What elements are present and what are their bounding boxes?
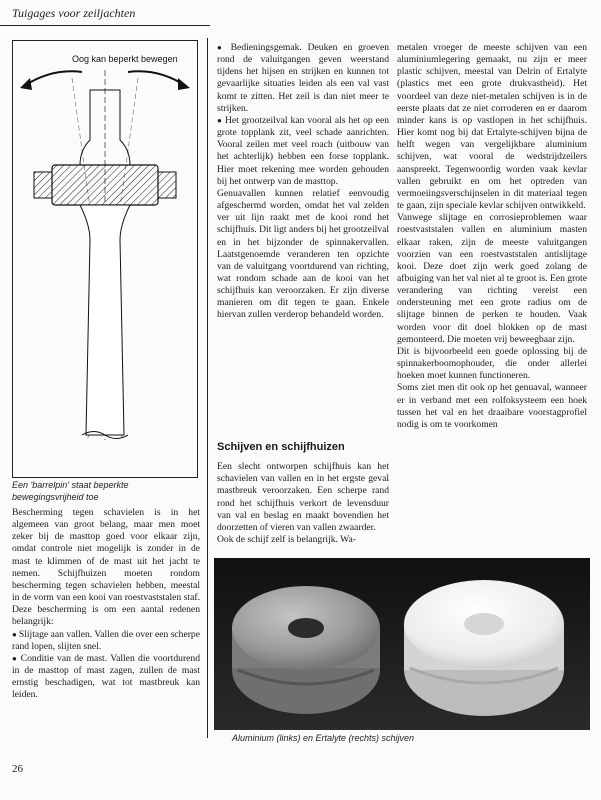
swing-arrow-right xyxy=(128,71,186,86)
arrow-head-right xyxy=(178,78,190,90)
col3-paragraph-2: Vanwege slijtage en corrosieproblemen waar roestvaststalen vallen en aluminium masten elkaar raken, zijn de meeste valuitgangen voorzien van een roestvaststalen antislijtage kooi. Deze doet zijn werk goed zolang de afbuiging van het val niet al te groot is. Een grote verandering van richting vereist een ondersteuning met een grote radius om de slijtage binnen de perken te houden. Vaak worden voor dit doel blokken op de mast gemonteerd. Die moeten vrij beweegbaar zijn. xyxy=(397,212,587,345)
col2-paragraph-1: Genuavallen kunnen relatief eenvoudig afgeschermd worden, omdat het val zelden ver uit lijn raakt met de kooi rond het schijfhuis. Dit ligt anders bij het grootzeilval en in het bijzonder de spinnakervallen. Laatstgenoemde veranderen ten opzichte van de valuitgang voortdurend van richting, wat rondom schade aan de kooi van het schijfhuis kan veroorzaken. Er zijn diverse manieren om dit tegen te gaan. Enkele hiervan zullen verderop behandeld worden. xyxy=(217,187,389,321)
header-rule xyxy=(0,25,210,26)
column-3 xyxy=(397,42,587,431)
column-rule-left xyxy=(207,38,208,738)
col1-bullet-1: ● Slijtage aan vallen. Vallen die over een scherpe rand lopen, slijten snel. xyxy=(12,629,200,653)
column-2 xyxy=(217,42,389,322)
aluminium-sheave xyxy=(232,586,380,714)
swing-arrow-left xyxy=(24,71,82,86)
diagram-label: Oog kan beperkt bewegen xyxy=(72,54,178,64)
figure-caption: Een 'barrelpin' staat beperkte bewegingsvrijheid toe xyxy=(12,480,129,502)
sheaves-photo xyxy=(214,558,590,730)
tapered-body xyxy=(80,205,130,435)
col1-bullet-2: ● Conditie van de mast. Vallen die voortdurend in de masttop of mast zagen, zullen de mast ernstig beschadigen, wat tot mastbreuk kan leiden. xyxy=(12,653,200,702)
col2-bullet-1: ● Bedieningsgemak. Deuken en groeven rond de valuitgangen geven weerstand tijdens het hijsen en strijken en kunnen tot gevaarlijke situaties leiden als een val vast komt te zitten. Het zeil is dan niet meer te strijken. xyxy=(217,42,389,115)
page-number: 26 xyxy=(12,763,23,775)
arrow-head-left xyxy=(20,78,32,90)
ertalyte-sheave xyxy=(404,580,564,716)
col3-paragraph-4: Soms ziet men dit ook op het genuaval, wanneer er in verband met een rolfoksysteem een hoek tussen het val en het draaibare voorstagprofiel nodig is om te voorkomen xyxy=(397,382,587,430)
barrel-pin xyxy=(52,165,158,205)
photo-caption: Aluminium (links) en Ertalyte (rechts) schijven xyxy=(232,733,415,743)
running-header: Tuigages voor zeiljachten xyxy=(12,6,136,20)
section-heading: Schijven en schijfhuizen xyxy=(217,441,345,453)
barrelpin-diagram xyxy=(12,40,198,478)
col3-paragraph-3: Dit is bijvoorbeeld een goede oplossing bij de spinnakerboomophouder, die onder allerlei hoeken moet kunnen functioneren. xyxy=(397,345,587,382)
col2-bullet-2: ● Het grootzeilval kan vooral als het op een grote topplank zit, veel schade aanrichten. Vooral zeilen met veel roach (uitbouw van het achterlijk) hebben een forse topplank. Hier moet rekening mee worden gehouden bij het ontwerp van de masttop. xyxy=(217,115,389,188)
column-1 xyxy=(12,507,200,702)
col3-paragraph-1: metalen vroeger de meeste schijven van een aluminiumlegering gemaakt, nu zijn er meer plastic schijven, meestal van Delrin of Ertalyte (plastics met een grote drukvastheid). Het voordeel van deze niet-metalen schijven is in de eerste plaats dat ze niet corroderen en er daarom minder kans is op vastlopen in het schijfhuis. Hier komt nog bij dat Ertalyte-schijven bijna de helft wegen van vergelijkbare aluminium schijven, wat vooral de wedstrijdzeilers aanspreekt. Tegenwoordig worden vaak kevlar vallen gebruikt en om het optreden van vermoeiingsverschijnselen in dit materiaal tegen te gaan, zijn speciale kevlar schijven ontwikkeld. xyxy=(397,42,587,212)
col2-paragraph-2: Een slecht ontworpen schijfhuis kan het schavielen van vallen en in het ergste geval mastbreuk veroorzaken. Een scherpe rand rond het schijfhuis verkort de levensduur van val en beslag en maakt bovendien het doorzetten of vieren van vallen zwaarder. xyxy=(217,461,389,533)
column-2-section xyxy=(217,431,389,546)
col2-paragraph-3: Ook de schijf zelf is belangrijk. Wa- xyxy=(217,534,356,546)
col1-paragraph-1: Bescherming tegen schavielen is in het algemeen van groot belang, maar men moet zeker bij de masttop goed voor elkaar zijn, omdat controle niet mogelijk is zonder in de mast te klimmen of de mast uit het jacht te nemen. Schijfhuizen moeten rondom bescherming tegen schavielen hebben, meestal in de vorm van een kooi van roestvaststalen staf. Deze bescherming is om een aantal redenen belangrijk: xyxy=(12,507,200,628)
